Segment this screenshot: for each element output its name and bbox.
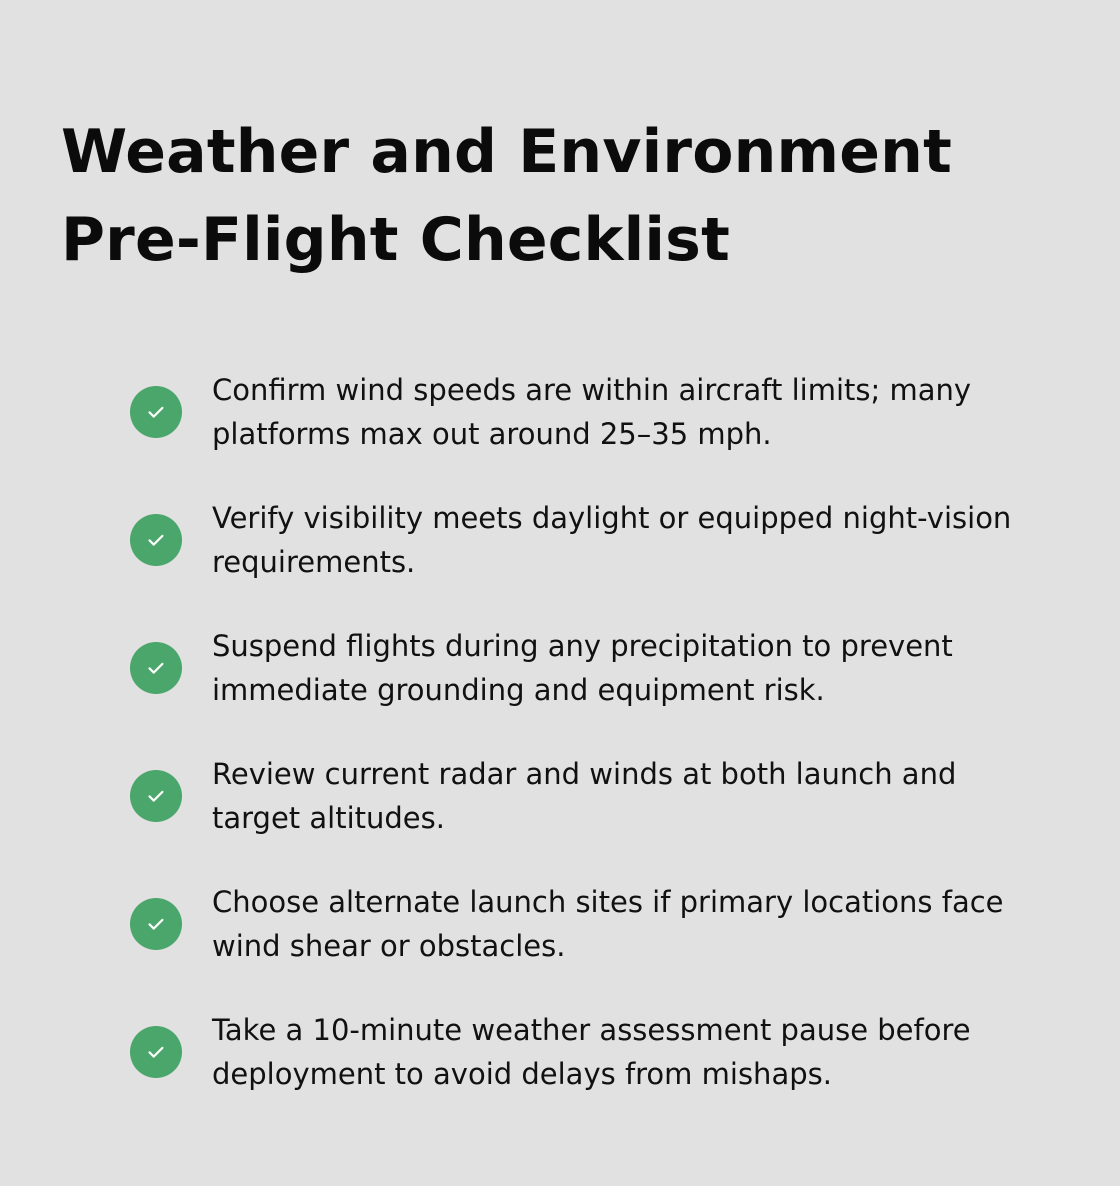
check-icon xyxy=(130,642,182,694)
check-icon xyxy=(130,770,182,822)
checklist-item-text: Take a 10-minute weather assessment pause before deployment to avoid delays from mishaps. xyxy=(212,1013,971,1091)
check-icon xyxy=(130,1026,182,1078)
checklist-item-text: Review current radar and winds at both launch and target altitudes. xyxy=(212,757,957,835)
checklist-item-text: Verify visibility meets daylight or equipped night-vision requirements. xyxy=(212,501,1012,579)
checklist-item xyxy=(130,624,1050,752)
checklist-item xyxy=(130,496,1050,624)
checklist-item-text: Choose alternate launch sites if primary locations face wind shear or obstacles. xyxy=(212,885,1004,963)
check-icon xyxy=(130,514,182,566)
page-title: Weather and Environment Pre-Flight Checklist xyxy=(61,117,952,275)
checklist-item xyxy=(130,752,1050,880)
checklist-item xyxy=(130,880,1050,1008)
checklist xyxy=(130,368,1050,1136)
check-icon xyxy=(130,386,182,438)
check-icon xyxy=(130,898,182,950)
checklist-item xyxy=(130,1008,1050,1136)
checklist-item-text: Suspend flights during any precipitation to prevent immediate grounding and equipment risk. xyxy=(212,629,953,707)
checklist-item-text: Confirm wind speeds are within aircraft limits; many platforms max out around 25–35 mph. xyxy=(212,373,972,451)
checklist-item xyxy=(130,368,1050,496)
